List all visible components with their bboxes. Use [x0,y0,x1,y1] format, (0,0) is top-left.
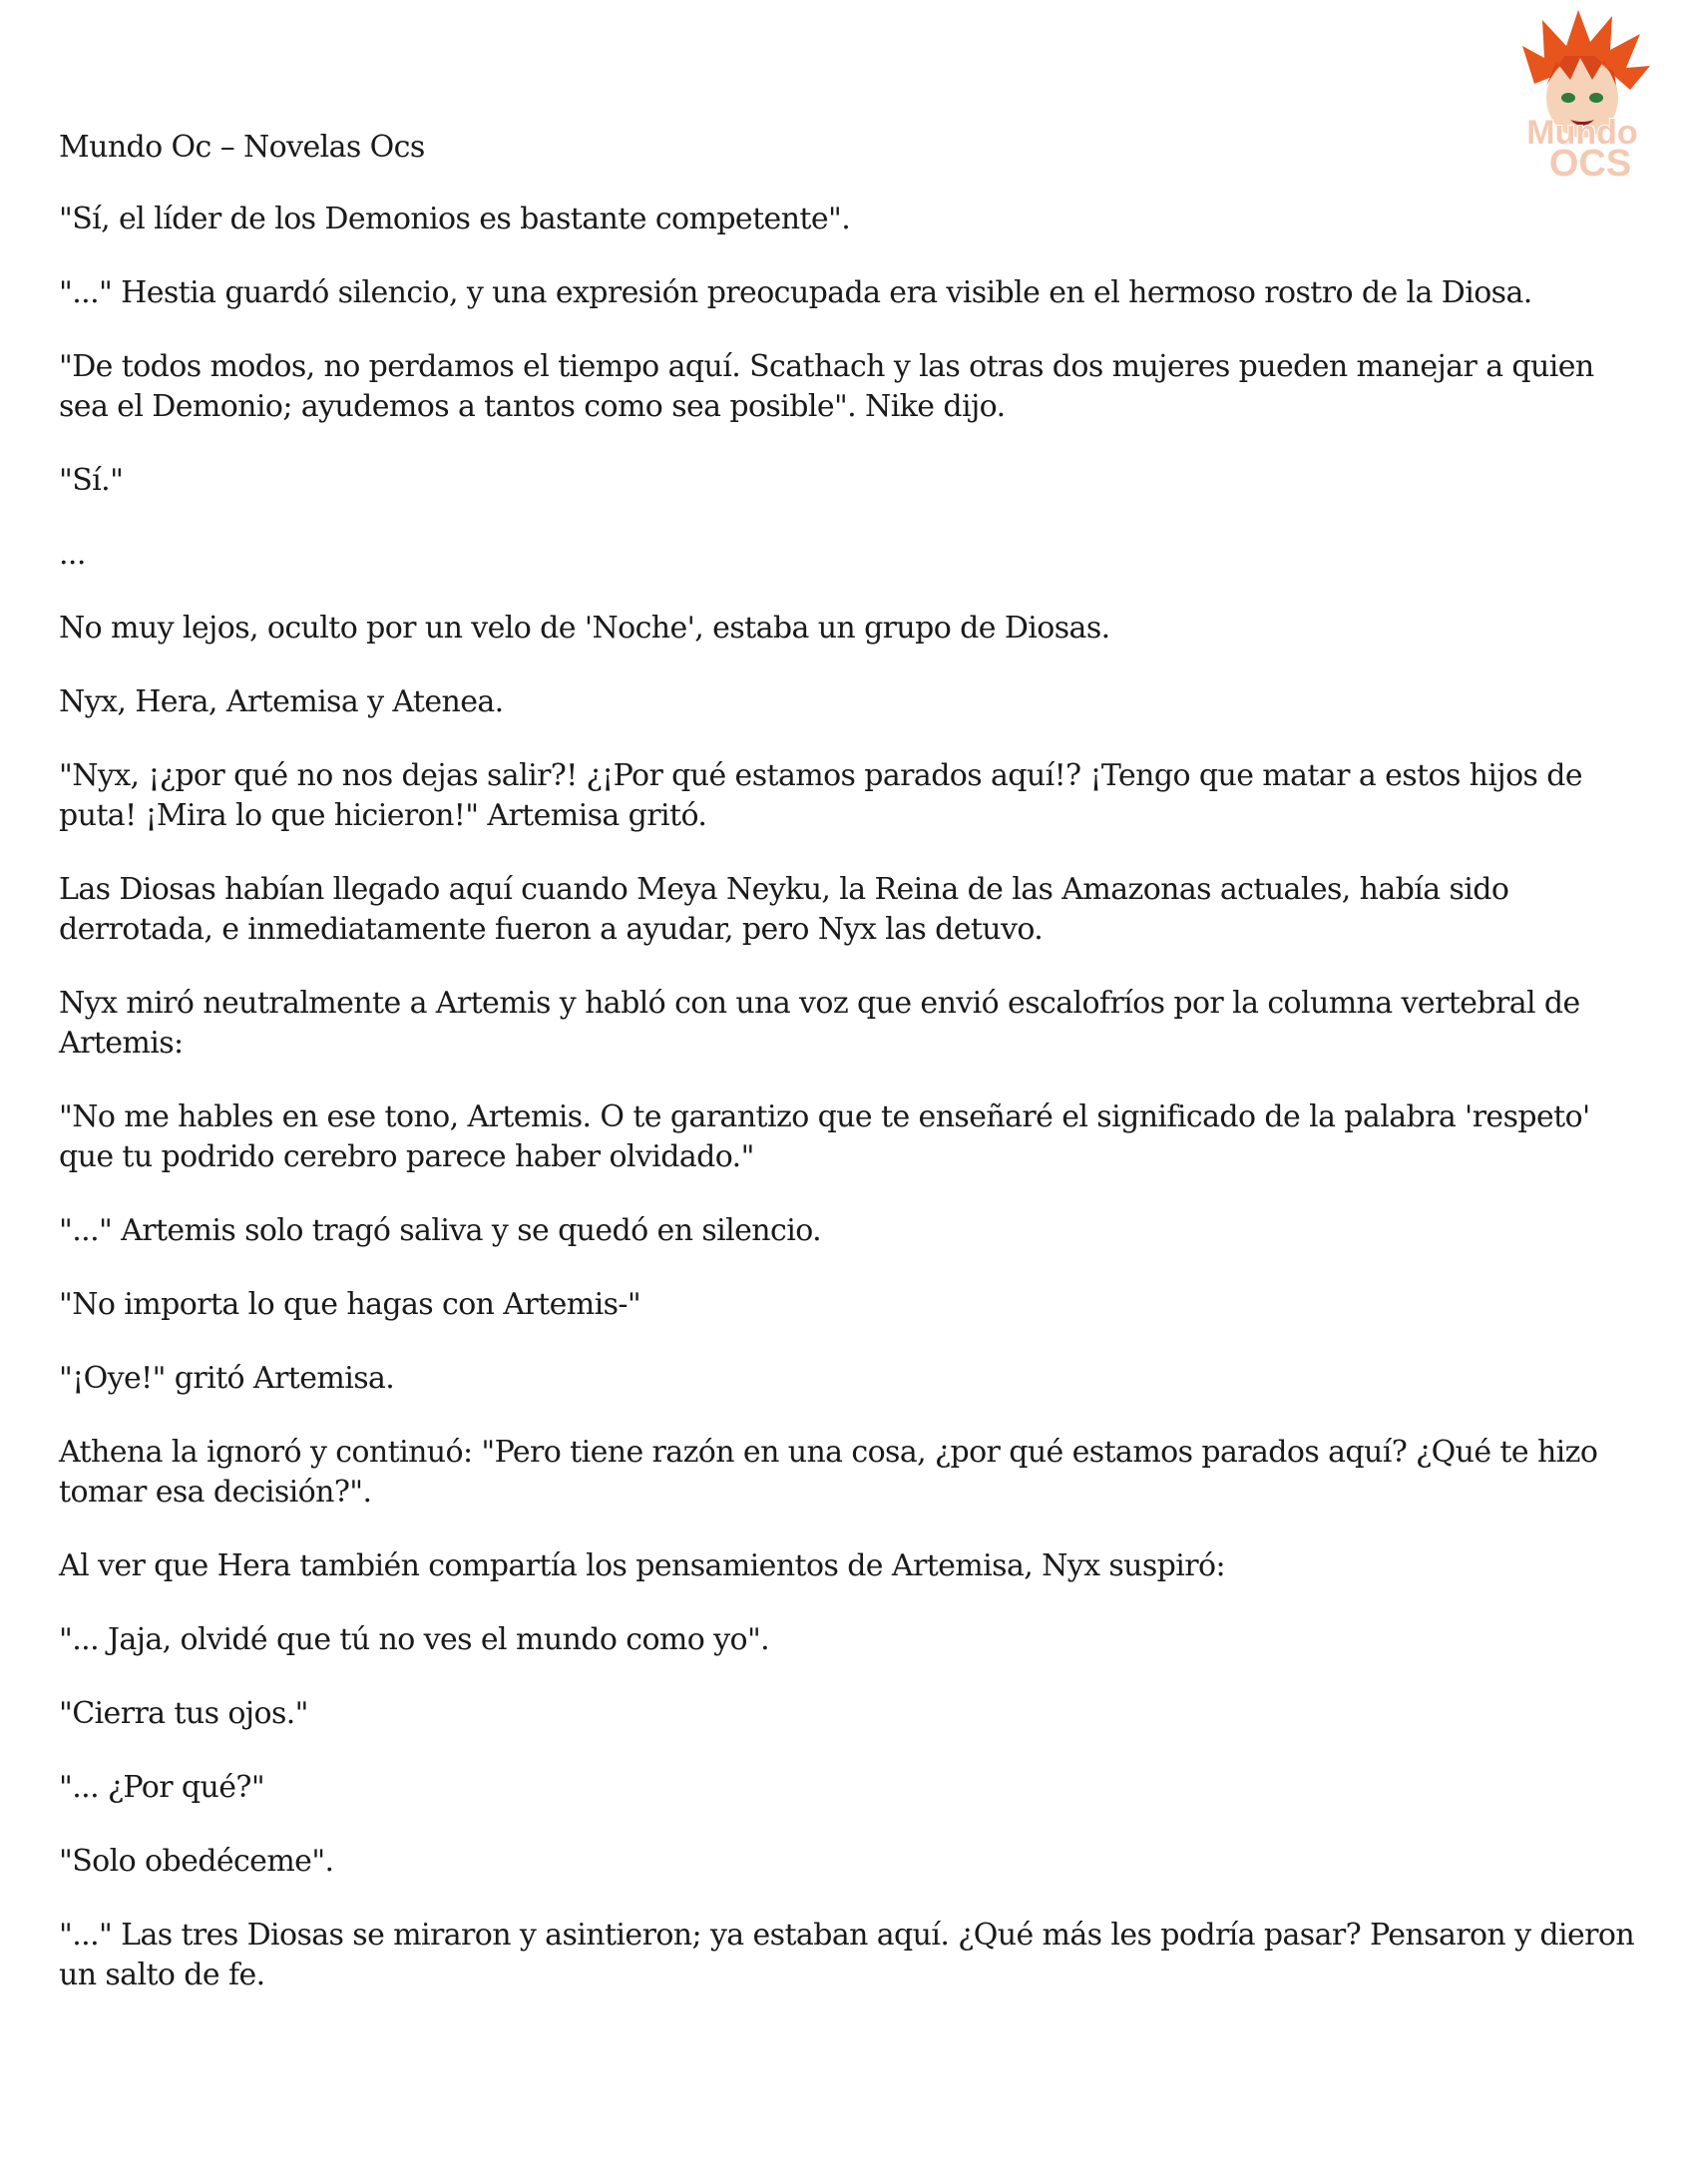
paragraph: "De todos modos, no perdamos el tiempo aquí. Scathach y las otras dos mujeres pueden manejar a quien sea el Demonio; ayudemos a tantos como sea posible". Nike dijo. [59,349,1594,424]
logo-text-ocs: OCS [1548,143,1632,182]
document-header: Mundo Oc – Novelas Ocs [59,130,425,165]
paragraph: No muy lejos, oculto por un velo de 'Noche', estaba un grupo de Diosas. [59,611,1110,646]
paragraph: "No importa lo que hagas con Artemis-" [59,1287,641,1322]
logo-text-mundo: Mundo [1526,114,1638,152]
logo-right-eye [1589,93,1603,103]
paragraph: "..." Las tres Diosas se miraron y asintieron; ya estaban aquí. ¿Qué más les podría pasar? Pensaron y dieron un salto de fe. [59,1918,1635,1992]
paragraph: "..." Hestia guardó silencio, y una expresión preocupada era visible en el hermoso rostro de la Diosa. [59,275,1532,310]
paragraph: Nyx miró neutralmente a Artemis y habló con una voz que envió escalofríos por la columna vertebral de Artemis: [59,986,1580,1061]
paragraph: "Sí, el líder de los Demonios es bastante competente". [59,202,851,236]
paragraph: "¡Oye!" gritó Artemisa. [59,1361,395,1396]
paragraph: "Solo obedéceme". [59,1844,334,1879]
paragraph: ... [59,537,86,572]
paragraph: "..." Artemis solo tragó saliva y se quedó en silencio. [59,1213,822,1248]
paragraph: Nyx, Hera, Artemisa y Atenea. [59,684,504,719]
paragraph: "... Jaja, olvidé que tú no ves el mundo como yo". [59,1622,770,1657]
paragraph: Las Diosas habían llegado aquí cuando Meya Neyku, la Reina de las Amazonas actuales, había sido derrotada, e inmediatamente fueron a ayudar, pero Nyx las detuvo. [59,872,1509,947]
paragraph: "... ¿Por qué?" [59,1770,265,1805]
paragraph: "Sí." [59,463,124,498]
paragraph: "Cierra tus ojos." [59,1696,308,1731]
paragraph-list [59,200,1635,1995]
paragraph: Athena la ignoró y continuó: "Pero tiene razón en una cosa, ¿por qué estamos parados aquí? ¿Qué te hizo tomar esa decisión?". [59,1435,1598,1510]
paragraph: "Nyx, ¡¿por qué no nos dejas salir?! ¿¡Por qué estamos parados aquí!? ¡Tengo que matar a estos hijos de puta! ¡Mira lo que hicieron!" Artemisa gritó. [59,758,1583,833]
paragraph: Al ver que Hera también compartía los pensamientos de Artemisa, Nyx suspiró: [59,1548,1225,1583]
paragraph: "No me hables en ese tono, Artemis. O te garantizo que te enseñaré el significado de la palabra 'respeto' que tu podrido cerebro parece haber olvidado." [59,1099,1590,1174]
logo-left-eye [1561,93,1575,103]
document-body [59,128,1635,2029]
